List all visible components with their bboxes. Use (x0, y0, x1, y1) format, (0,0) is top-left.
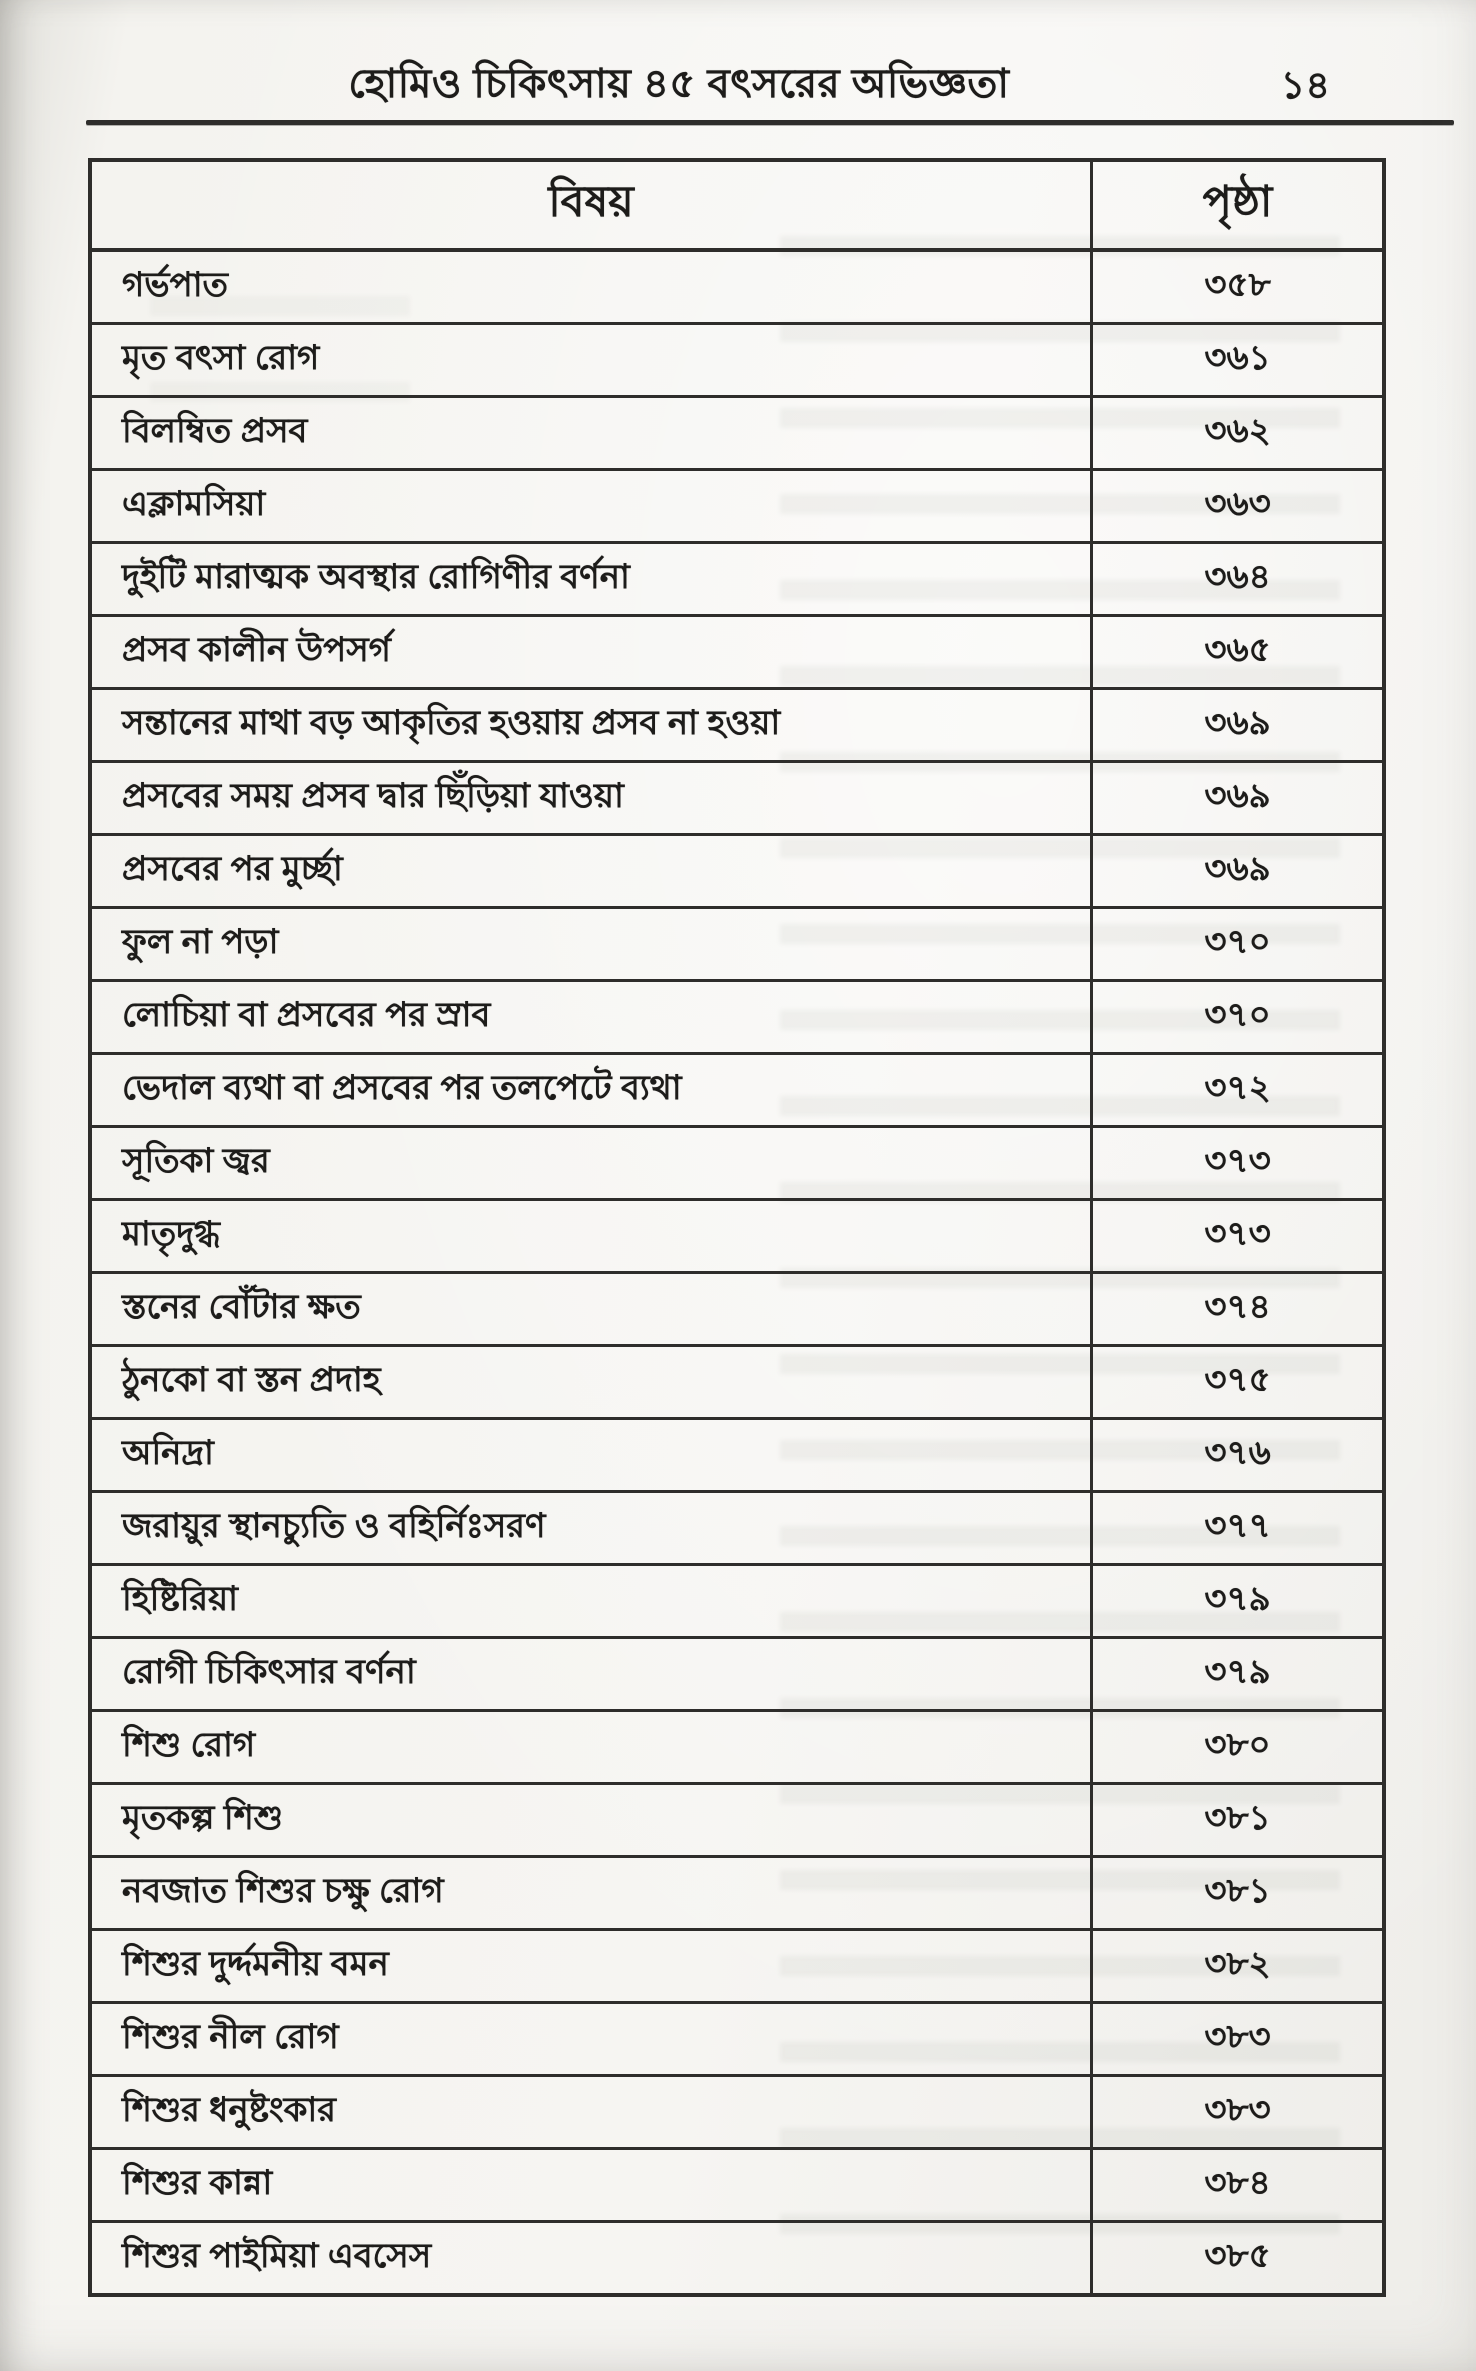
subject-cell: প্রসব কালীন উপসর্গ (90, 616, 1092, 689)
table-row (90, 1565, 1384, 1638)
subject-cell: প্রসবের পর মুর্চ্ছা (90, 835, 1092, 908)
table-row (90, 762, 1384, 835)
subject-cell: স্তনের বোঁটার ক্ষত (90, 1273, 1092, 1346)
table-row (90, 1346, 1384, 1419)
subject-cell: ঠুনকো বা স্তন প্রদাহ (90, 1346, 1092, 1419)
page-number-cell: ৩৫৮ (1092, 250, 1384, 324)
page-number-cell: ৩৭৬ (1092, 1419, 1384, 1492)
table-row (90, 250, 1384, 324)
subject-cell: মাতৃদুগ্ধ (90, 1200, 1092, 1273)
subject-cell: মৃত বৎসা রোগ (90, 324, 1092, 397)
subject-cell: শিশু রোগ (90, 1711, 1092, 1784)
table-row (90, 835, 1384, 908)
subject-cell: ফুল না পড়া (90, 908, 1092, 981)
table-row (90, 1054, 1384, 1127)
table-row (90, 981, 1384, 1054)
table-row (90, 2149, 1384, 2222)
table-row (90, 1711, 1384, 1784)
toc-table-body (90, 250, 1384, 2295)
table-row (90, 616, 1384, 689)
table-of-contents (88, 158, 1386, 2297)
page-header (0, 40, 1476, 140)
toc-table-header (90, 160, 1384, 250)
page-number-cell: ৩৮৩ (1092, 2076, 1384, 2149)
page-number-cell: ৩৮১ (1092, 1857, 1384, 1930)
table-row (90, 2003, 1384, 2076)
page-number-cell: ৩৬২ (1092, 397, 1384, 470)
table-row (90, 1419, 1384, 1492)
page-number-cell: ৩৬৯ (1092, 835, 1384, 908)
page-number-cell: ৩৬৯ (1092, 762, 1384, 835)
page-column-header: পৃষ্ঠা (1092, 160, 1384, 250)
table-row (90, 1492, 1384, 1565)
table-row (90, 2222, 1384, 2296)
subject-cell: সূতিকা জ্বর (90, 1127, 1092, 1200)
table-row (90, 1200, 1384, 1273)
table-row (90, 543, 1384, 616)
table-row (90, 1857, 1384, 1930)
page-number-cell: ৩৭৯ (1092, 1638, 1384, 1711)
subject-cell: অনিদ্রা (90, 1419, 1092, 1492)
page-number-cell: ৩৬৪ (1092, 543, 1384, 616)
subject-cell: শিশুর ধনুষ্টংকার (90, 2076, 1092, 2149)
page-number-cell: ৩৮২ (1092, 1930, 1384, 2003)
table-row (90, 1273, 1384, 1346)
subject-cell: দুইটি মারাত্মক অবস্থার রোগিণীর বর্ণনা (90, 543, 1092, 616)
subject-cell: লোচিয়া বা প্রসবের পর স্রাব (90, 981, 1092, 1054)
page-number-cell: ৩৭৯ (1092, 1565, 1384, 1638)
subject-cell: প্রসবের সময় প্রসব দ্বার ছিঁড়িয়া যাওয়া (90, 762, 1092, 835)
table-row (90, 908, 1384, 981)
subject-cell: শিশুর দুর্দ্দমনীয় বমন (90, 1930, 1092, 2003)
table-row (90, 324, 1384, 397)
page-number-cell: ৩৭০ (1092, 981, 1384, 1054)
table-row (90, 1930, 1384, 2003)
header-rule (86, 120, 1454, 125)
subject-cell: নবজাত শিশুর চক্ষু রোগ (90, 1857, 1092, 1930)
subject-cell: ভেদাল ব্যথা বা প্রসবের পর তলপেটে ব্যথা (90, 1054, 1092, 1127)
subject-cell: গর্ভপাত (90, 250, 1092, 324)
subject-cell: জরায়ুর স্থানচ্যুতি ও বহির্নিঃসরণ (90, 1492, 1092, 1565)
page-number-cell: ৩৮১ (1092, 1784, 1384, 1857)
page-number-cell: ৩৬৩ (1092, 470, 1384, 543)
subject-cell: রোগী চিকিৎসার বর্ণনা (90, 1638, 1092, 1711)
page-number-cell: ৩৭৫ (1092, 1346, 1384, 1419)
header-row (90, 160, 1384, 250)
table-row (90, 1127, 1384, 1200)
table-row (90, 470, 1384, 543)
table-row (90, 397, 1384, 470)
subject-cell: হিষ্টিরিয়া (90, 1565, 1092, 1638)
subject-cell: সন্তানের মাথা বড় আকৃতির হওয়ায় প্রসব না হওয়া (90, 689, 1092, 762)
subject-column-header: বিষয় (90, 160, 1092, 250)
page-number-cell: ৩৮৪ (1092, 2149, 1384, 2222)
table-row (90, 689, 1384, 762)
page-number-cell: ৩৭০ (1092, 908, 1384, 981)
subject-cell: শিশুর পাইমিয়া এবসেস (90, 2222, 1092, 2296)
subject-cell: শিশুর কান্না (90, 2149, 1092, 2222)
page-number-cell: ৩৭৪ (1092, 1273, 1384, 1346)
page-number-cell: ৩৬৯ (1092, 689, 1384, 762)
page-number-cell: ৩৮৩ (1092, 2003, 1384, 2076)
page-number-cell: ৩৭৭ (1092, 1492, 1384, 1565)
page-number: ১৪ (1280, 65, 1330, 107)
page-number-cell: ৩৭৩ (1092, 1127, 1384, 1200)
subject-cell: বিলম্বিত প্রসব (90, 397, 1092, 470)
page-number-cell: ৩৮৫ (1092, 2222, 1384, 2296)
subject-cell: মৃতকল্প শিশু (90, 1784, 1092, 1857)
page-number-cell: ৩৬১ (1092, 324, 1384, 397)
table-row (90, 1784, 1384, 1857)
page-number-cell: ৩৭৩ (1092, 1200, 1384, 1273)
subject-cell: শিশুর নীল রোগ (90, 2003, 1092, 2076)
table-row (90, 1638, 1384, 1711)
book-title: হোমিও চিকিৎসায় ৪৫ বৎসরের অভিজ্ঞতা (348, 62, 1010, 106)
table-row (90, 2076, 1384, 2149)
subject-cell: এক্লামসিয়া (90, 470, 1092, 543)
page-number-cell: ৩৬৫ (1092, 616, 1384, 689)
page-number-cell: ৩৭২ (1092, 1054, 1384, 1127)
page-number-cell: ৩৮০ (1092, 1711, 1384, 1784)
